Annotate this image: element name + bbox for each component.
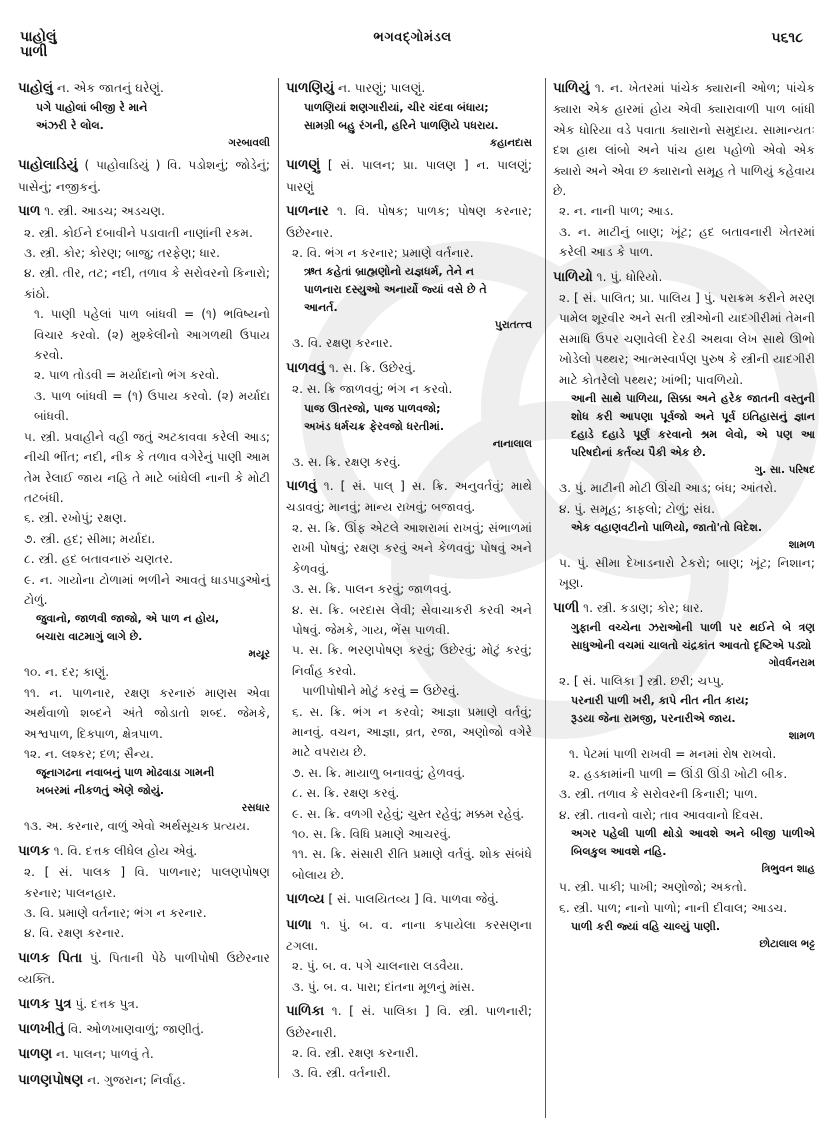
entry-first-line (286, 201, 532, 243)
dictionary-entry (553, 267, 815, 594)
sense-definition: ૨. વિ. ભંગ ન કરનાર; પ્રમાણે વર્તનાર. (292, 246, 474, 261)
citation-author: ગરબાવલી (228, 137, 270, 150)
definition-text: ૧. પું. ધોરિયો. (596, 269, 663, 284)
definition-text: ૧. [ સં. પાલ્ ] સ. ક્રિ. અનુવર્તવું; માથે ચડાવવું; માનવું; માન્ય રાખવું; બજાવવું. (286, 479, 532, 515)
example-quote: ગુફાની વચ્ચેના ઝરાઓની પાળી પર થઈને બે ત્રણ સાધુઓની વચમાં ચાલતો ચંદ્રકાંત આવતો દૃષ્ટિએ પડ્યો (571, 621, 815, 653)
sense-definition: ૩. પું. માટીની મોટી ઊંચી આડ; બંધ; આંતરો. (559, 481, 778, 496)
headword: પાળખીતું (18, 1022, 65, 1038)
headword: પાળણિયું (286, 81, 335, 96)
dictionary-entry (286, 915, 532, 998)
sense-definition: ૬. સ. ક્રિ. ભંગ ન કરવો; આજ્ઞા પ્રમાણે વર્તવું; માનવું. વચન, આજ્ઞા, વ્રત, રજા, અણોજો વગેરે માટે વપરાય છે. (292, 704, 532, 760)
definition-text: ન. પાલન; પાળવું તે. (55, 1047, 154, 1062)
headword: પાહોલું (18, 81, 53, 96)
example-quote: જુવાનો, જાળવી જાજો, એ પાળ ન હોય, (36, 612, 220, 626)
sense-definition: ૪. સ. ક્રિ. બરદાસ લેવી; સેવાચાકરી કરવી અને પોષવું. જેમકે, ગાય, ભેંસ પાળવી. (292, 602, 532, 637)
definition-text: વિ. ઓળખાણવાળું; જાણીતું. (68, 1022, 204, 1037)
sense-definition: ૧૦. ન. દર; કાણું. (24, 665, 110, 680)
dictionary-entry (286, 358, 532, 472)
headword: પાળવવું (286, 360, 326, 376)
column-2 (286, 78, 532, 1088)
headword: પાળિયો (553, 269, 593, 285)
sense-definition: ૨. વિ. સ્ત્રી. રક્ષણ કરનારી. (292, 1046, 419, 1061)
example-quote: પાળણિયાં શણગારીયાં, ચીર ચંદવા બંધાય; (304, 101, 489, 115)
dictionary-entry (18, 78, 270, 151)
headword: પાળનાર (286, 204, 329, 220)
dictionary-entry (286, 201, 532, 354)
headword: પાળણ (18, 1047, 53, 1063)
sense-definition: ૨. [ સં. પાલિત; પ્રા. પાલિય ] પું. પરાક્રમ કરીને મરણ પામેલ શૂરવીર અને સતી સ્ત્રીઓની યાદગીરીમાં તેમની સમાધિ ઉપર ચણાવેલી દેરડી અથવા લેખ સાથે ઊભો ખોડેલો પથ્થર; આત્મસ્વાર્પણ પુરુષ કે સ્ત્રીની યાદગીરી માટે કોતરેલો પથ્થર; ખાંભી; પાવળિયો. (559, 291, 815, 387)
entry-first-line (286, 1001, 532, 1043)
example-quote: અંઝરી રે લોલ. (36, 119, 104, 133)
sense-definition: ૬. સ્ત્રી. રખોપું; રક્ષણ. (24, 511, 127, 526)
entry-first-line (18, 1044, 270, 1065)
citation-author: રસધાર (241, 802, 270, 815)
definition-text: ૧. પું. બ. વ. નાના કપાયેલા કરસણના ટગલા. (286, 917, 532, 953)
example-quote: એક વહાણવટીનો પાળિયો, જાતો'તો વિદેશ. (571, 520, 763, 534)
sense-definition: ૨. [ સં. પાલિકા ] સ્ત્રી. છરી; ચપ્પુ. (559, 674, 725, 689)
sense-definition: ૨. [ સં. પાલક ] વિ. પાળનાર; પાલણપોષણ કરનાર; પાલનહાર. (24, 865, 270, 900)
sense-definition: ૧૧. સ. ક્રિ. સંસારી રીતિ પ્રમાણે વર્તવું. શોક સંબંધે બોલાય છે. (292, 847, 532, 882)
entry-first-line (286, 476, 532, 518)
sense-definition: ૩. સ્ત્રી. તળાવ કે સરોવરની કિનારી; પાળ. (559, 787, 758, 802)
headword: પાળા (286, 917, 312, 933)
sense-definition: ૧૧. ન. પાળનાર, રક્ષણ કરનારું માણસ એવા અર્થવાળો શબ્દને અંતે જોડાતો શબ્દ. જેમકે, અશ્વપાળ, દિક્પાળ, ક્ષેત્રપાળ. (24, 685, 270, 741)
sense-definition: ૨. સ્ત્રી. કોઈને દબાવીને પડાવાતી નાણાંની રકમ. (24, 225, 253, 240)
definition-text: પું. પિતાની પેઠે પાળીપોષી ઉછેરનાર વ્યક્તિ. (18, 950, 270, 987)
definition-text: ૧. ન. ખેતરમાં પાંચેક ક્યારાની ઓળ; પાંચેક ક્યારા એક હારમાં હોય એવી ક્યારાવાળી પાળ બાંધી એક ધોરિયા વડે પવાતા ક્યારાનો સમુદાય. સામાન્યતઃ દશ હાથ લાંબો અને પાંચ હાથ પહોળો એવો એક ક્યારો અને એવા છ ક્યારાનો સમૂહ તે પાળિયું કહેવાય છે. (553, 81, 816, 199)
citation-author: શામળ (788, 538, 815, 551)
entry-first-line (286, 915, 532, 957)
sense-definition: ૯. સ. ક્રિ. વળગી રહેવું; ચુસ્ત રહેવું; મક્કમ રહેવું. (292, 806, 525, 821)
citation-author: કહાનદાસ (489, 137, 532, 150)
entry-first-line (18, 994, 270, 1015)
definition-text: ( પાહોવાડિયું ) વિ. પડોશનું; જોડેનું; પાસેનું; નજીકનું. (18, 158, 271, 194)
example-quote: ઋત કહેતાં બ્રાહ્મણોનો યજ્ઞધર્મ, તેને ન (304, 265, 474, 279)
example-quote: ખબરમાં નીકળતું એણે જોયું. (36, 784, 165, 798)
sense-definition: ૧૦. સ. ક્રિ. વિધિ પ્રમાણે આચરવું. (292, 826, 452, 841)
guide-word-first: પાહોલું (20, 29, 57, 45)
idiom-phrase: ૧. પાણી પહેલાં પાળ બાંધવી = (૧) ભવિષ્યનો વિચાર કરવો. (૨) મુશ્કેલીનો આગળથી ઉપાય કરવો. (34, 307, 270, 363)
entry-first-line (18, 78, 270, 99)
sense-definition: ૮. સ્ત્રી. હદ બતાવનારું ચણતર. (24, 552, 173, 567)
definition-text: ૧. સ્ત્રી. આડચ; અડચણ. (44, 204, 165, 219)
sense-definition: ૫. સ્ત્રી. પાકી; પાખી; અણોજો; અકતો. (559, 880, 747, 895)
idiom-phrase: પાળીપોષીને મોટું કરવું = ઉછેરવું. (302, 684, 460, 699)
dictionary-entry (286, 1001, 532, 1084)
headword: પાળક પિતા (18, 950, 83, 966)
headword: પાળવું (286, 479, 317, 495)
citation-author: શામળ (788, 729, 815, 742)
sense-definition: ૩. સ્ત્રી. કોર; કોરણ; બાજુ; તરફેણ; ધાર. (24, 246, 221, 261)
dictionary-entry (553, 598, 815, 952)
example-quote: જૂનાગઢના નવાબનું પાળ મોઢવાડા ગામની (36, 766, 215, 780)
column-divider-1 (278, 78, 279, 1078)
sense-definition: ૧૨. ન. લશ્કર; દળ; સૈન્ય. (24, 746, 154, 761)
headword: પાળ (18, 204, 41, 220)
definition-text: ૧. સ્ત્રી. કડાણ; કોર; ધાર. (583, 600, 704, 615)
entry-first-line (18, 1019, 270, 1040)
definition-text: ૧. સ. ક્રિ. ઉછેરવું. (328, 360, 416, 375)
entry-first-line (18, 948, 270, 990)
citation-author: છોટાલાલ ભટ્ટ (759, 937, 815, 950)
guide-word-last: પાળી (20, 44, 48, 60)
definition-text: [ સં. પાલન; પ્રા. પાલણ ] ન. પાલણું; પારણું (286, 158, 532, 194)
entry-first-line (18, 201, 270, 222)
example-quote: પાળનારા દસ્યુઓ અનાર્યો જ્યાં વસે છે તે (304, 283, 487, 297)
entry-first-line (286, 358, 532, 379)
page-header (0, 22, 825, 66)
sense-definition: ૩. વિ. સ્ત્રી. વર્તનારી. (292, 1066, 391, 1081)
example-quote: આની સાથે પાળિયા, સિક્કા અને હરેક જાતની વસ્તુની શોધ કરી આપણા પૂર્વજો અને પૂર્વ ઇતિહાસનું જ્ઞાન દહાડે દહાડે પૂર્ણ કરવાનો શ્રમ લેવો, એ પણ આ પરિષદોનાં કર્તવ્ય પૈકી એક છે. (571, 392, 815, 460)
dictionary-entry (286, 476, 532, 885)
sense-definition: ૩. વિ. રક્ષણ કરનાર. (292, 336, 393, 351)
citation-author: પુરાતત્ત્વ (494, 319, 532, 332)
definition-text: ન. પારણું; પાલણું. (337, 81, 426, 95)
idiom-phrase: ૨. પાળ તોડવી = મર્યાદાનો ભંગ કરવો. (34, 368, 220, 383)
definition-text: ૧. વિ. દત્તક લીધેલ હોય એવું. (53, 843, 198, 858)
example-quote: પાજ ઊતરજો, પાજ પાળવજો; (304, 401, 441, 415)
citation-author: ગુ. સા. પરિષદ (754, 464, 815, 477)
entry-first-line (286, 889, 532, 910)
entry-first-line (18, 841, 270, 862)
headword: પાળક પુત્ર (18, 996, 72, 1012)
dictionary-entry (18, 994, 270, 1015)
dictionary-entry (18, 155, 270, 197)
definition-text: ન. એક જાતનું ઘરેણું. (56, 81, 164, 95)
sense-definition: ૪. પું. સમૂહ; કાફલો; ટોળું; સંઘ. (559, 501, 715, 516)
example-quote: આનર્ત. (304, 301, 338, 315)
dictionary-entry (286, 889, 532, 910)
sense-definition: ૩. સ. ક્રિ. રક્ષણ કરવું. (292, 454, 401, 469)
entry-first-line (553, 267, 815, 288)
dictionary-entry (18, 201, 270, 837)
entry-first-line (553, 78, 815, 201)
sense-definition: ૭. સ્ત્રી. હદ; સીમા; મર્યાદા. (24, 531, 156, 546)
dictionary-entry (18, 1044, 270, 1065)
sense-definition: ૪. સ્ત્રી. તીર, તટ; નદી, તળાવ કે સરોવરનો કિનારો; કાંઠો. (24, 266, 270, 301)
definition-text: ૧. [ સં. પાલિકા ] વિ. સ્ત્રી. પાળનારી; ઉછેરનારી. (286, 1004, 533, 1040)
headword: પાળી (553, 600, 580, 616)
sense-definition: ૨. સ. ક્રિ. ઊંફ એટલે આશરામાં રાખવું; સંભાળમાં રાખી પોષવું; રક્ષણ કરવું અને કેળવવું; પોષવું અને કેળવવું. (292, 520, 532, 576)
sense-definition: ૨. સ. ક્રિ જાળવવું; ભંગ ન કરવો. (292, 382, 453, 397)
dictionary-entry (286, 155, 532, 197)
example-quote: પરનારી પાળી ખરી, કાપે નીત નીત કાય; (571, 693, 749, 707)
idiom-phrase: ૩. પાળ બાંધવી = (૧) ઉપાય કરવો. (૨) મર્યાદા બાંધવી. (34, 388, 270, 424)
citation-author: ત્રિભુવન શાહ (761, 863, 815, 876)
example-quote: રૂડયા જેના રામજી, પરનારીએ જાય. (571, 711, 736, 725)
column-1 (18, 78, 270, 1095)
dictionary-entry (18, 841, 270, 944)
sense-definition: ૩. પું. બ. વ. પારા; દાંતના મૂળનું માંસ. (292, 979, 475, 994)
page-number: ૫૬૧૮ (771, 30, 803, 46)
citation-author: નાનાલાલ (492, 437, 532, 450)
sense-definition: ૫. સ. ક્રિ. ભરણપોષણ કરવું; ઉછેરવું; મોટું કરવું; નિર્વાહ કરવો. (292, 643, 532, 678)
sense-definition: ૧૩. અ. કરનાર, વાળું એવો અર્થસૂચક પ્રત્યય. (24, 819, 250, 834)
definition-text: ૧. વિ. પોષક; પાળક; પોષણ કરનાર; ઉછેરનાર. (286, 204, 532, 240)
headword: પાળણપોષણ (18, 1072, 84, 1088)
definition-text: પું. દત્તક પુત્ર. (75, 996, 139, 1011)
idiom-phrase: ૨. હડકામાંની પાળી = ઊંડી ઊંડી ખોટી બીક. (569, 766, 788, 781)
sense-definition: ૨. ન. નાની પાળ; આડ. (559, 204, 674, 219)
sense-definition: ૫. પું. સીમા દેખાડનારો ટેકરો; બાણ; ખૂંટ; નિશાન; ખૂણ. (559, 555, 815, 591)
example-quote: બચારા વાટમાગું લાગે છે. (36, 630, 143, 644)
column-divider-2 (545, 78, 546, 1118)
headword: પાળણું (286, 158, 321, 174)
example-quote: સામગ્રી બહુ રંગની, હરિને પાળણિયે પધરાય. (304, 119, 499, 133)
sense-definition: ૩. વિ. પ્રમાણે વર્તનાર; ભંગ ન કરનાર. (24, 906, 207, 920)
headword: પાહોલાડિયું (18, 158, 78, 174)
sense-definition: ૮. સ. ક્રિ. રક્ષણ કરવું. (292, 786, 400, 801)
dictionary-entry (18, 948, 270, 990)
dictionary-entry (18, 1019, 270, 1040)
sense-definition: ૬. સ્ત્રી. પાળ; નાનો પાળો; નાની દીવાલ; આડચ. (559, 900, 788, 915)
example-quote: અખંડ ધર્મચક્ર ફેરવજો ધરતીમાં. (304, 419, 445, 433)
sense-definition: ૭. સ. ક્રિ. માયાળુ બનાવવું; હેળવવું. (292, 765, 466, 780)
definition-text: [ સં. પાલયિતવ્ય ] વિ. પાળવા જેવું. (328, 892, 499, 907)
citation-author: ગોવર્ધનરામ (768, 657, 815, 670)
sense-definition: ૨. પું. બ. વ. પગે ચાલનારા લડવૈયા. (292, 959, 464, 974)
headword: પાળવ્ય (286, 892, 325, 908)
entry-first-line (18, 1070, 270, 1091)
definition-text: ન. ગુજરાન; નિર્વાહ. (87, 1072, 186, 1087)
sense-definition: ૪. વિ. રક્ષણ કરનાર. (24, 926, 125, 941)
example-quote: પાળી કરી જ્યાં વહિ ચાલ્યું પાણી. (571, 919, 721, 933)
headword: પાળિયું (553, 81, 590, 96)
column-3 (553, 78, 815, 956)
dictionary-title: ભગવદ્ગોમંડલ (373, 30, 452, 45)
sense-definition: ૩. ન. માટીનું બાણ; ખૂંટ; હદ બતાવનારી ખેતરમાં કરેલી આડ કે પાળ. (559, 224, 815, 260)
example-quote: પગે પાહોલાં બીજી રે માને (36, 101, 148, 115)
entry-first-line (18, 155, 270, 197)
sense-definition: ૫. સ્ત્રી. પ્રવાહીને વહી જતું અટકાવવા કરેલી આડ; નીચી ભીંત; નદી, નીક કે તળાવ વગેરેનું પાણી આમ તેમ રેલાઈ જાય નહિ તે માટે બાંધેલી નાની કે મોટી તટબંધી. (24, 429, 270, 505)
dictionary-entry (553, 78, 815, 263)
entry-first-line (553, 598, 815, 619)
idiom-phrase: ૧. પેટમાં પાળી રાખવી = મનમાં રોષ રાખવો. (569, 746, 777, 761)
dictionary-entry (18, 1070, 270, 1091)
sense-definition: ૩. સ. ક્રિ. પાલન કરવું; જાળવવું. (292, 582, 452, 597)
entry-first-line (286, 78, 532, 99)
headword: પાળક (18, 843, 50, 859)
headword: પાળિકા (286, 1004, 325, 1020)
entry-first-line (286, 155, 532, 197)
sense-definition: ૯. ન. ગાયોના ટોળામાં ભળીને આવતું ધાડપાડુઓનું ટોળું. (24, 572, 270, 607)
example-quote: અગર પહેલી પાળી થોડો આવશે અને બીજી પાળીએ બિલકુલ આવશે નહિ. (571, 827, 815, 859)
dictionary-entry (286, 78, 532, 151)
sense-definition: ૪. સ્ત્રી. તાવનો વારો; તાવ આવવાનો દિવસ. (559, 807, 764, 822)
citation-author: મયૂર (248, 648, 270, 661)
